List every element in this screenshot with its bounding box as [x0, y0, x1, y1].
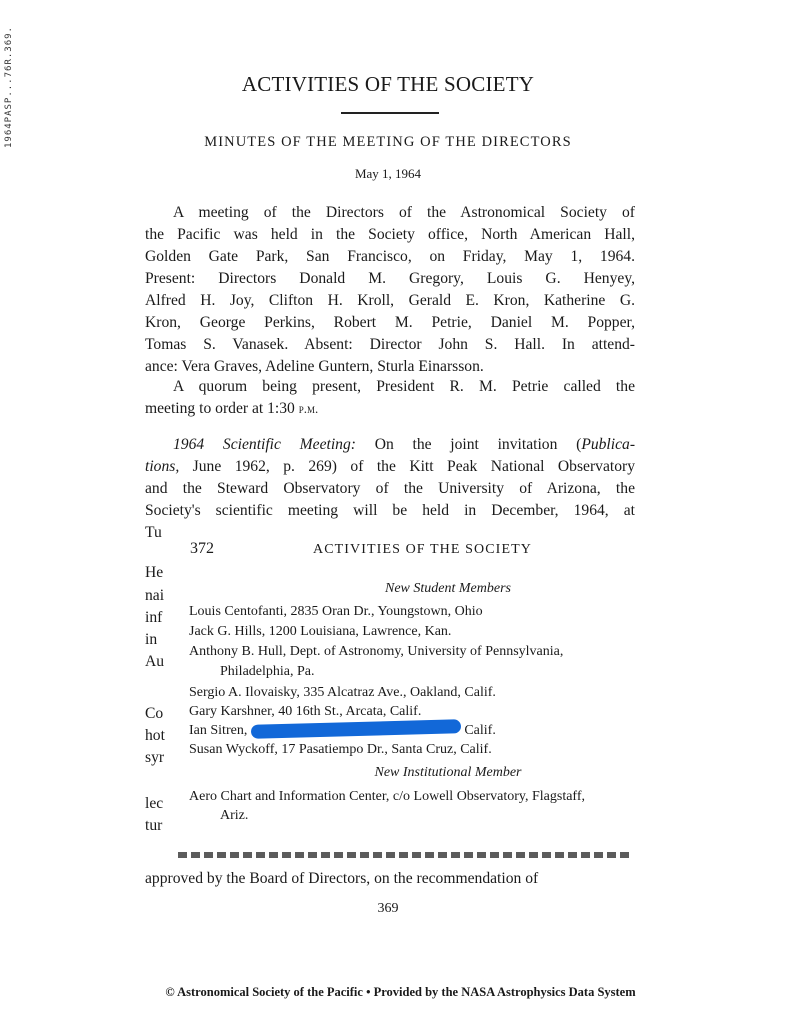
member-entry: Louis Centofanti, 2835 Oran Dr., Youngstown, Ohio	[189, 604, 483, 619]
overlay-heading: ACTIVITIES OF THE SOCIETY	[313, 542, 532, 557]
paragraph-text: June 1962, p. 269) of the Kitt Peak National Observatory	[179, 458, 635, 475]
overlaid-page-372	[178, 529, 718, 835]
margin-fragment: nai	[145, 587, 165, 604]
page-number: 369	[377, 901, 399, 916]
paragraph-line: Tomas S. Vanasek. Absent: Director John S. Hall. In attend-	[145, 336, 635, 353]
page-title: ACTIVITIES OF THE SOCIETY	[241, 72, 535, 96]
member-entry: Anthony B. Hull, Dept. of Astronomy, University of Pennsylvania,	[189, 644, 564, 659]
paragraph-text: On the joint invitation (	[355, 436, 582, 453]
member-state: Calif.	[464, 723, 496, 738]
italic-text: Publica-	[581, 436, 636, 453]
cut-off-text-line	[178, 852, 633, 858]
margin-fragment: tur	[145, 817, 163, 834]
paragraph-line: Alfred H. Joy, Clifton H. Kroll, Gerald E. Kron, Katherine G.	[145, 292, 635, 309]
title-rule	[341, 112, 439, 114]
time-suffix: p.m.	[298, 401, 319, 416]
italic-heading: 1964 Scientific Meeting:	[173, 436, 356, 453]
margin-fragment: hot	[145, 727, 165, 744]
bibcode-sidebar: 1964PASP...76R.369.	[4, 26, 14, 148]
paragraph-text: meeting to order at 1:30	[145, 400, 295, 417]
margin-fragment: inf	[145, 609, 163, 626]
italic-text: tions,	[145, 458, 180, 475]
margin-fragment: syr	[145, 749, 165, 766]
section-new-student-members: New Student Members	[385, 581, 511, 596]
margin-fragment: Au	[145, 653, 165, 670]
paragraph-line: Golden Gate Park, San Francisco, on Friday, May 1, 1964.	[145, 248, 635, 265]
margin-fragment: Co	[145, 705, 164, 722]
paragraph-line: Present: Directors Donald M. Gregory, Louis G. Henyey,	[145, 270, 635, 287]
paragraph-line: Tu	[145, 524, 162, 541]
paragraph-line: A quorum being present, President R. M. Petrie called the	[173, 378, 635, 395]
member-name: Ian Sitren,	[189, 723, 248, 738]
paragraph-line	[145, 398, 635, 420]
member-entry: Susan Wyckoff, 17 Pasatiempo Dr., Santa Cruz, Calif.	[189, 742, 492, 757]
institution-entry-continued: Ariz.	[220, 808, 249, 823]
margin-fragment: lec	[145, 795, 164, 812]
paragraph-line: Society's scientific meeting will be held in December, 1964, at	[145, 502, 635, 519]
overlay-page-number: 372	[190, 540, 214, 557]
member-entry: Sergio A. Ilovaisky, 335 Alcatraz Ave., Oakland, Calif.	[189, 685, 496, 700]
member-entry: Jack G. Hills, 1200 Louisiana, Lawrence, Kan.	[189, 624, 452, 639]
paragraph-line: and the Steward Observatory of the University of Arizona, the	[145, 480, 635, 497]
paragraph-line: the Pacific was held in the Society office, North American Hall,	[145, 226, 635, 243]
member-entry-redacted	[189, 722, 496, 739]
redaction-mark	[251, 719, 461, 738]
section-subtitle: MINUTES OF THE MEETING OF THE DIRECTORS	[204, 134, 572, 150]
paragraph-line: Kron, George Perkins, Robert M. Petrie, Daniel M. Popper,	[145, 314, 635, 331]
paragraph-line: A meeting of the Directors of the Astronomical Society of	[173, 204, 635, 221]
paragraph-line: ance: Vera Graves, Adeline Guntern, Sturla Einarsson.	[145, 358, 484, 375]
margin-fragment: He	[145, 564, 164, 581]
section-new-institutional-member: New Institutional Member	[374, 765, 522, 780]
member-entry: Gary Karshner, 40 16th St., Arcata, Calif.	[189, 704, 422, 719]
institution-entry: Aero Chart and Information Center, c/o Lowell Observatory, Flagstaff,	[189, 789, 585, 804]
paragraph-line	[145, 434, 635, 456]
footer-credit: © Astronomical Society of the Pacific • Provided by the NASA Astrophysics Data System	[165, 985, 636, 999]
paragraph-line: approved by the Board of Directors, on the recommendation of	[145, 870, 539, 887]
margin-fragment: in	[145, 631, 158, 648]
paragraph-line	[145, 456, 635, 478]
meeting-date: May 1, 1964	[354, 166, 422, 181]
member-entry-continued: Philadelphia, Pa.	[220, 664, 315, 679]
